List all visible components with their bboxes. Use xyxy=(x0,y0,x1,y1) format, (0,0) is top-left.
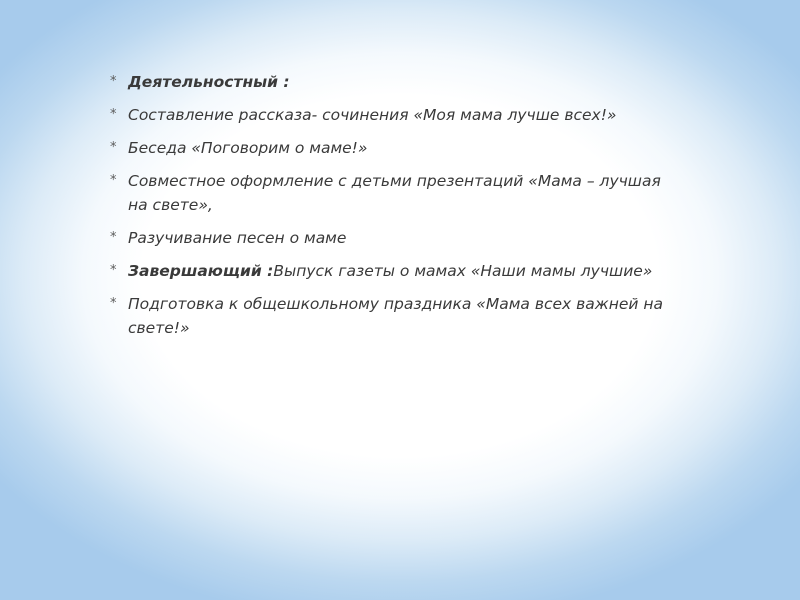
list-item xyxy=(110,292,670,340)
bullet-asterisk-icon: * xyxy=(110,173,117,188)
bullet-asterisk-icon: * xyxy=(110,263,117,278)
stage-heading: Деятельностный : xyxy=(128,73,290,91)
item-text: Разучивание песен о маме xyxy=(128,229,347,247)
list-item xyxy=(110,103,670,127)
item-text: Подготовка к общешкольному праздника «Мама всех важней на свете!» xyxy=(128,295,664,337)
list-item xyxy=(110,226,670,250)
item-text: Выпуск газеты о мамах «Наши мамы лучшие» xyxy=(273,262,653,280)
bullet-asterisk-icon: * xyxy=(110,107,117,122)
bullet-asterisk-icon: * xyxy=(110,296,117,311)
bullet-list xyxy=(110,70,670,349)
bullet-asterisk-icon: * xyxy=(110,230,117,245)
item-text: Составление рассказа- сочинения «Моя мама лучше всех!» xyxy=(128,106,617,124)
item-text: Совместное оформление с детьми презентаций «Мама – лучшая на свете», xyxy=(128,172,661,214)
list-item xyxy=(110,169,670,217)
list-item xyxy=(110,70,670,94)
bullet-asterisk-icon: * xyxy=(110,74,117,89)
list-item xyxy=(110,259,670,283)
item-text: Беседа «Поговорим о маме!» xyxy=(128,139,368,157)
list-item xyxy=(110,136,670,160)
bullet-asterisk-icon: * xyxy=(110,140,117,155)
stage-heading: Завершающий : xyxy=(128,262,274,280)
